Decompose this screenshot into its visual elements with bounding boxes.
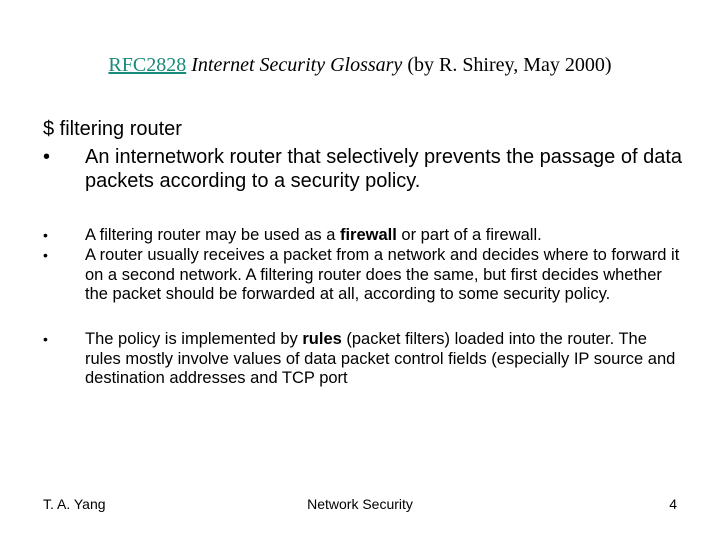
note-text (85, 226, 685, 246)
bullet-icon: • (43, 331, 48, 347)
rules-keyword: rules (302, 330, 342, 348)
note-text: A router usually receives a packet from a network and decides where to forward it on a second network. A filtering router does the same, but first decides whether the packet should be forwarded at all, according to some security policy. (85, 246, 680, 303)
bullet-icon: • (43, 247, 48, 263)
bullet-icon: • (43, 227, 48, 243)
note-text-part: A filtering router may be used as a (85, 226, 340, 244)
firewall-keyword: firewall (339, 226, 397, 244)
term-heading: $ filtering router (43, 118, 182, 140)
glossary-title: Internet Security Glossary (191, 54, 403, 76)
definition-text: An internetwork router that selectively prevents the passage of data packets according to a security policy. (85, 146, 683, 192)
note-text (85, 330, 685, 389)
page-number: 4 (669, 496, 677, 512)
footer-course: Network Security (307, 496, 413, 512)
footer-author: T. A. Yang (43, 496, 106, 512)
slide-header (0, 52, 720, 78)
note-text-part: The policy is implemented by (85, 330, 303, 348)
note-text-part: or part of a firewall. (396, 226, 542, 244)
rfc-link[interactable]: RFC2828 (108, 54, 187, 76)
bullet-icon: • (43, 146, 51, 168)
author-date: (by R. Shirey, May 2000) (407, 54, 612, 76)
note-text-part: (packet filters) loaded into the router. The rules mostly involve values of data packet control fields (especially IP source and destination addresses and TCP port (85, 330, 676, 387)
